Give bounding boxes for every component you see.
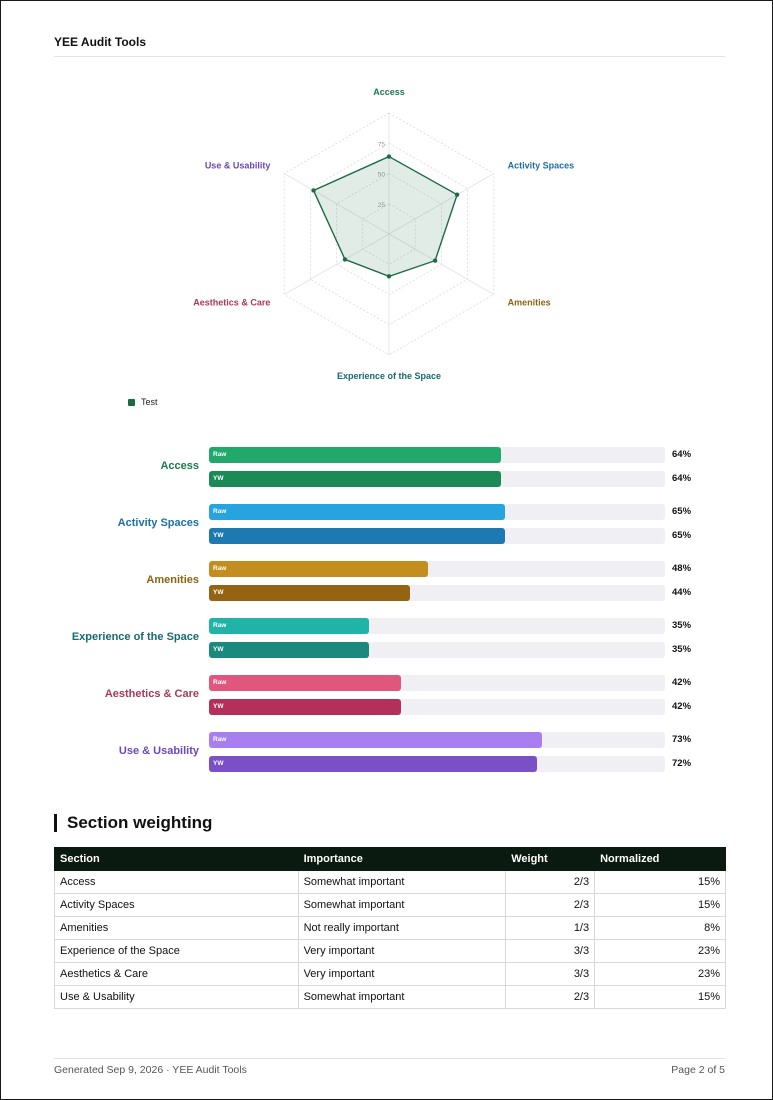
- bar-series-tag: Raw: [213, 565, 227, 572]
- radar-tick-label: 75: [377, 141, 385, 149]
- table-header-row: [55, 848, 726, 871]
- bar-group: [0, 504, 773, 548]
- bar-value-label: 35%: [672, 620, 692, 631]
- bar-series-tag: YW: [213, 703, 224, 710]
- radar-series-area: [314, 157, 458, 277]
- bar-series-tag: YW: [213, 475, 224, 482]
- bar-track: [209, 618, 665, 634]
- cell-weight: 2/3: [506, 986, 595, 1009]
- radar-axis-label: Use & Usability: [204, 160, 271, 171]
- bar-value-label: 48%: [672, 563, 692, 574]
- radar-data-point: [343, 257, 347, 261]
- bar-value-label: 73%: [672, 734, 692, 745]
- radar-data-point: [455, 192, 459, 196]
- bar-value-label: 72%: [672, 758, 692, 769]
- table-row: [55, 963, 726, 986]
- yw-bar: [209, 585, 410, 601]
- header-divider: [54, 56, 725, 57]
- column-header-section: Section: [55, 848, 299, 871]
- yw-bar: [209, 699, 401, 715]
- bar-value-label: 35%: [672, 644, 692, 655]
- cell-section: Use & Usability: [55, 986, 299, 1009]
- yw-bar: [209, 528, 505, 544]
- cell-importance: Somewhat important: [298, 894, 506, 917]
- cell-section: Access: [55, 871, 299, 894]
- raw-bar: [209, 732, 542, 748]
- cell-weight: 3/3: [506, 940, 595, 963]
- yw-bar: [209, 756, 537, 772]
- cell-normalized: 15%: [595, 986, 726, 1009]
- table-row: [55, 894, 726, 917]
- bar-track: [209, 699, 665, 715]
- radar-tick-label: 25: [377, 201, 385, 209]
- bar-track: [209, 585, 665, 601]
- bar-category-label: Amenities: [146, 574, 199, 586]
- cell-weight: 1/3: [506, 917, 595, 940]
- raw-bar: [209, 618, 369, 634]
- raw-bar: [209, 675, 401, 691]
- bar-series-tag: YW: [213, 589, 224, 596]
- bar-track: [209, 471, 665, 487]
- radar-chart: [140, 80, 640, 390]
- footer-divider: [54, 1058, 725, 1059]
- cell-section: Activity Spaces: [55, 894, 299, 917]
- section-weighting-title: Section weighting: [67, 813, 213, 832]
- bar-value-label: 64%: [672, 473, 692, 484]
- table-row: [55, 917, 726, 940]
- footer-generated-text: Generated Sep 9, 2026 · YEE Audit Tools: [54, 1064, 247, 1076]
- legend-label: Test: [141, 397, 158, 407]
- bar-value-label: 42%: [672, 701, 692, 712]
- cell-importance: Somewhat important: [298, 871, 506, 894]
- section-weighting-heading: [54, 813, 212, 833]
- page-header-title: YEE Audit Tools: [54, 35, 146, 49]
- radar-data-point: [387, 274, 391, 278]
- cell-weight: 2/3: [506, 894, 595, 917]
- cell-normalized: 23%: [595, 940, 726, 963]
- cell-weight: 2/3: [506, 871, 595, 894]
- bar-track: [209, 561, 665, 577]
- bar-category-label: Aesthetics & Care: [104, 688, 199, 700]
- table-row: [55, 871, 726, 894]
- bar-value-label: 65%: [672, 506, 692, 517]
- column-header-importance: Importance: [298, 848, 506, 871]
- table-row: [55, 986, 726, 1009]
- cell-normalized: 15%: [595, 871, 726, 894]
- cell-section: Amenities: [55, 917, 299, 940]
- bar-series-tag: Raw: [213, 736, 227, 743]
- radar-axis-label: Amenities: [507, 297, 551, 308]
- column-header-normalized: Normalized: [595, 848, 726, 871]
- heading-accent-bar: [54, 814, 57, 832]
- bar-series-tag: Raw: [213, 451, 227, 458]
- bar-group: [0, 675, 773, 719]
- bar-track: [209, 447, 665, 463]
- bar-category-label: Use & Usability: [118, 745, 199, 757]
- section-weighting-table: [54, 847, 726, 1009]
- cell-importance: Very important: [298, 963, 506, 986]
- bar-series-tag: YW: [213, 532, 224, 539]
- cell-importance: Very important: [298, 940, 506, 963]
- bar-track: [209, 675, 665, 691]
- cell-normalized: 23%: [595, 963, 726, 986]
- legend-swatch: [128, 399, 135, 406]
- radar-data-point: [311, 188, 315, 192]
- cell-importance: Not really important: [298, 917, 506, 940]
- radar-legend: [128, 397, 158, 407]
- bar-series-tag: Raw: [213, 622, 227, 629]
- radar-axis-label: Aesthetics & Care: [193, 297, 271, 308]
- bar-value-label: 42%: [672, 677, 692, 688]
- radar-axis-label: Access: [373, 87, 405, 97]
- bar-series-tag: Raw: [213, 679, 227, 686]
- bar-series-tag: YW: [213, 646, 224, 653]
- bar-series-tag: Raw: [213, 508, 227, 515]
- bar-track: [209, 504, 665, 520]
- cell-weight: 3/3: [506, 963, 595, 986]
- radar-axis-label: Activity Spaces: [507, 160, 575, 171]
- bar-group: [0, 447, 773, 491]
- bar-series-tag: YW: [213, 760, 224, 767]
- table-row: [55, 940, 726, 963]
- footer-page-number: Page 2 of 5: [671, 1064, 725, 1076]
- column-header-weight: Weight: [506, 848, 595, 871]
- bar-track: [209, 642, 665, 658]
- bar-track: [209, 528, 665, 544]
- raw-bar: [209, 561, 428, 577]
- bar-value-label: 64%: [672, 449, 692, 460]
- radar-data-point: [433, 258, 437, 262]
- bar-category-label: Experience of the Space: [71, 631, 199, 643]
- cell-normalized: 8%: [595, 917, 726, 940]
- radar-axis-label: Experience of the Space: [336, 371, 442, 381]
- bar-value-label: 44%: [672, 587, 692, 598]
- raw-bar: [209, 504, 505, 520]
- cell-normalized: 15%: [595, 894, 726, 917]
- raw-bar: [209, 447, 501, 463]
- cell-section: Aesthetics & Care: [55, 963, 299, 986]
- bar-track: [209, 732, 665, 748]
- radar-tick-label: 50: [377, 171, 385, 179]
- bar-value-label: 65%: [672, 530, 692, 541]
- yw-bar: [209, 471, 501, 487]
- radar-data-point: [387, 154, 391, 158]
- cell-section: Experience of the Space: [55, 940, 299, 963]
- yw-bar: [209, 642, 369, 658]
- bar-group: [0, 618, 773, 662]
- bar-group: [0, 732, 773, 776]
- cell-importance: Somewhat important: [298, 986, 506, 1009]
- bar-group: [0, 561, 773, 605]
- bar-category-label: Activity Spaces: [117, 517, 199, 529]
- bar-track: [209, 756, 665, 772]
- bar-category-label: Access: [160, 460, 199, 472]
